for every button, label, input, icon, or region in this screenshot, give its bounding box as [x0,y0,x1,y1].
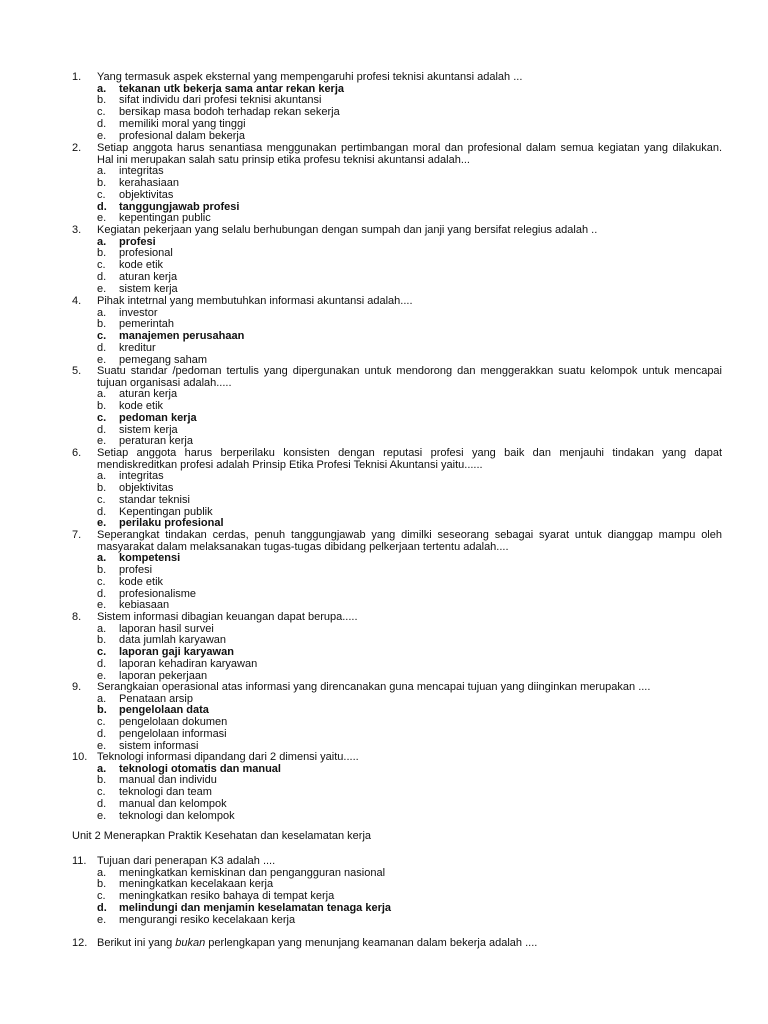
option-text: profesionalisme [119,587,197,600]
option-text: manual dan kelompok [119,797,227,810]
option-letter: e. [97,435,107,448]
option-text: teknologi dan kelompok [119,809,235,822]
option-text: kreditur [119,341,156,354]
option-text: kode etik [119,575,164,588]
option-letter: b. [97,704,107,717]
option-text: tekanan utk bekerja sama antar rekan kerja [119,82,345,95]
option-text: sistem informasi [119,739,199,752]
emphasis-text: bukan [175,937,206,949]
option-letter: c. [97,646,107,659]
question-text: Berikut ini yang bukan perlengkapan yang menunjang keamanan dalam bekerja adalah .... [97,937,538,949]
option-list [72,694,722,753]
option-letter: e. [97,669,107,682]
option-letter: d. [97,727,107,740]
option-letter: c. [97,890,106,903]
option-text: profesi [119,564,153,577]
option-letter: a. [97,692,107,705]
option-text: kepentingan public [119,212,211,225]
answer-option [72,190,722,202]
option-text: perilaku profesional [119,517,224,530]
option-text: laporan pekerjaan [119,669,208,682]
option-letter: c. [97,786,106,799]
option-text: laporan kehadiran karyawan [119,657,258,670]
option-list [72,471,722,530]
option-text: kerahasiaan [119,177,179,190]
option-letter: d. [97,505,107,518]
option-text: laporan gaji karyawan [119,646,234,659]
option-text: tanggungjawab profesi [119,200,240,213]
option-text: kompetensi [119,552,181,565]
option-letter: d. [97,200,107,213]
answer-option [72,389,722,401]
question-number: 2. [72,142,82,154]
option-letter: c. [97,575,106,588]
question-number: 6. [72,447,82,459]
option-text: investor [119,306,158,319]
answer-option [72,119,722,131]
answer-option [72,131,722,143]
option-text: manual dan individu [119,774,217,787]
option-letter: b. [97,94,107,107]
option-text: Penataan arsip [119,692,193,705]
option-letter: a. [97,622,107,635]
option-text: mengurangi resiko kecelakaan kerja [119,913,296,926]
question-block [72,530,722,612]
option-letter: a. [97,235,107,248]
question-block [72,682,722,752]
question-text: Serangkaian operasional atas informasi yang direncanakan guna mencapai tujuan yang diinginkan merupakan .... [97,681,651,693]
option-text: aturan kerja [119,270,178,283]
question-text: Tujuan dari penerapan K3 adalah .... [97,855,276,867]
question-text: Sistem informasi dibagian keuangan dapat berupa..... [97,611,358,623]
question-block [72,612,722,682]
answer-option [72,799,722,811]
option-letter: d. [97,270,107,283]
option-letter: e. [97,517,107,530]
answer-option [72,811,722,823]
option-letter: e. [97,599,107,612]
option-text: integritas [119,470,164,483]
question-number: 5. [72,365,82,377]
option-text: peraturan kerja [119,435,193,448]
answer-option [72,577,722,589]
option-text: pengelolaan dokumen [119,716,228,729]
option-letter: c. [97,411,107,424]
answer-option [72,284,722,296]
question-text: Teknologi informasi dipandang dari 2 dimensi yaitu..... [97,751,359,763]
option-text: standar teknisi [119,493,190,506]
question-block [72,143,722,225]
option-letter: b. [97,634,107,647]
answer-option [72,729,722,741]
option-letter: e. [97,739,107,752]
option-letter: b. [97,247,107,260]
option-text: bersikap masa bodoh terhadap rekan sekerja [119,106,340,119]
option-text: profesi [119,235,156,248]
question-number: 1. [72,71,82,83]
option-text: laporan hasil survei [119,622,214,635]
question-text: Suatu standar /pedoman tertulis yang dipergunakan untuk mendorong dan menggerakkan suatu kelompok untuk mencapai tujuan organisasi adalah..... [97,365,722,389]
question-number: 12. [72,937,88,949]
option-letter: a. [97,82,107,95]
option-letter: a. [97,866,107,879]
question-12 [72,938,722,950]
option-text: kebiasaan [119,599,170,612]
answer-option [72,903,722,915]
option-text: profesional [119,247,173,260]
option-letter: e. [97,129,107,142]
option-text: Kepentingan publik [119,505,213,518]
option-letter: d. [97,587,107,600]
option-text: profesional dalam bekerja [119,129,245,142]
question-block [72,366,722,448]
option-text: kode etik [119,400,164,413]
question-text: Yang termasuk aspek eksternal yang mempengaruhi profesi teknisi akuntansi adalah ... [97,71,523,83]
question-number: 4. [72,295,82,307]
question-number: 3. [72,224,82,236]
option-text: pengelolaan data [119,704,209,717]
answer-option [72,565,722,577]
question-text: Kegiatan pekerjaan yang selalu berhubungan dengan sumpah dan janji yang bersifat relegius adalah .. [97,224,598,236]
option-letter: d. [97,901,107,914]
option-letter: b. [97,318,107,331]
question-11 [72,856,722,926]
option-letter: b. [97,774,107,787]
option-list [72,624,722,683]
option-text: data jumlah karyawan [119,634,227,647]
question-number: 11. [72,855,87,867]
option-letter: e. [97,212,107,225]
question-text: Seperangkat tindakan cerdas, penuh tanggungjawab yang dimilki seseorang sebagai syarat untuk dianggap mampu oleh masyarakat dalam melaksanakan tugas-tugas dibidang pelkerjaan tertentu adalah.... [97,529,722,553]
answer-option [72,495,722,507]
option-letter: c. [97,330,107,343]
option-list [72,553,722,612]
answer-option [72,272,722,284]
answer-option [72,248,722,260]
option-text: meningkatkan kemiskinan dan pengangguran nasional [119,866,386,879]
option-letter: d. [97,423,107,436]
option-letter: a. [97,306,107,319]
option-letter: a. [97,470,107,483]
option-text: objektivitas [119,188,174,201]
option-text: manajemen perusahaan [119,330,245,343]
option-text: aturan kerja [119,388,178,401]
option-letter: c. [97,188,106,201]
option-letter: e. [97,913,107,926]
option-list [72,237,722,296]
option-text: pemerintah [119,318,175,331]
answer-option [72,589,722,601]
question-number: 9. [72,681,82,693]
option-letter: e. [97,809,107,822]
question-text: Setiap anggota harus senantiasa menggunakan pertimbangan moral dan profesional dalam semua kegiatan yang dilakukan. Hal ini merupakan salah satu prinsip etika profesu teknisi akuntansi adalah... [97,142,722,166]
option-letter: e. [97,282,107,295]
option-list [72,84,722,143]
option-text: objektivitas [119,482,174,495]
answer-option [72,331,722,343]
option-letter: b. [97,878,107,891]
question-block [72,296,722,366]
answer-option [72,343,722,355]
option-list [72,308,722,367]
option-text: memiliki moral yang tinggi [119,117,246,130]
option-list [72,166,722,225]
question-number: 7. [72,529,82,541]
question-block [72,752,722,822]
answer-option [72,915,722,927]
option-letter: e. [97,353,107,366]
question-number: 8. [72,611,82,623]
option-text: pemegang saham [119,353,208,366]
option-list [72,389,722,448]
option-letter: c. [97,259,106,272]
option-text: sistem kerja [119,282,178,295]
question-text: Pihak intetrnal yang membutuhkan informasi akuntansi adalah.... [97,295,413,307]
option-letter: b. [97,400,107,413]
option-letter: d. [97,657,107,670]
answer-option [72,413,722,425]
option-text: melindungi dan menjamin keselamatan tenaga kerja [119,901,392,914]
question-block [72,72,722,142]
option-letter: c. [97,716,106,729]
question-block [72,225,722,295]
question-block [72,448,722,530]
option-letter: d. [97,797,107,810]
option-letter: a. [97,388,107,401]
answer-option [72,659,722,671]
unit-heading: Unit 2 Menerapkan Praktik Kesehatan dan keselamatan kerja [72,830,372,842]
option-text: teknologi dan team [119,786,212,799]
option-text: sistem kerja [119,423,178,436]
option-text: meningkatkan kecelakaan kerja [119,878,274,891]
option-letter: a. [97,762,107,775]
answer-option [72,553,722,565]
option-letter: d. [97,341,107,354]
option-text: pedoman kerja [119,411,197,424]
question-number: 10. [72,751,88,763]
option-letter: a. [97,165,107,178]
option-letter: c. [97,106,106,119]
option-text: pengelolaan informasi [119,727,227,740]
option-letter: a. [97,552,107,565]
option-letter: b. [97,177,107,190]
option-text: teknologi otomatis dan manual [119,762,281,775]
option-list [72,764,722,823]
option-text: sifat individu dari profesi teknisi akuntansi [119,94,322,107]
option-text: kode etik [119,259,164,272]
question-text: Setiap anggota harus berperilaku konsisten dengan reputasi profesi yang baik dan menjauhi tindakan yang dapat mendiskreditkan profesi adalah Prinsip Etika Profesi Teknisi Akuntansi yaitu...... [97,447,722,471]
option-letter: d. [97,117,107,130]
option-letter: b. [97,482,107,495]
option-letter: c. [97,493,106,506]
option-text: meningkatkan resiko bahaya di tempat kerja [119,890,335,903]
option-letter: b. [97,564,107,577]
option-text: integritas [119,165,164,178]
